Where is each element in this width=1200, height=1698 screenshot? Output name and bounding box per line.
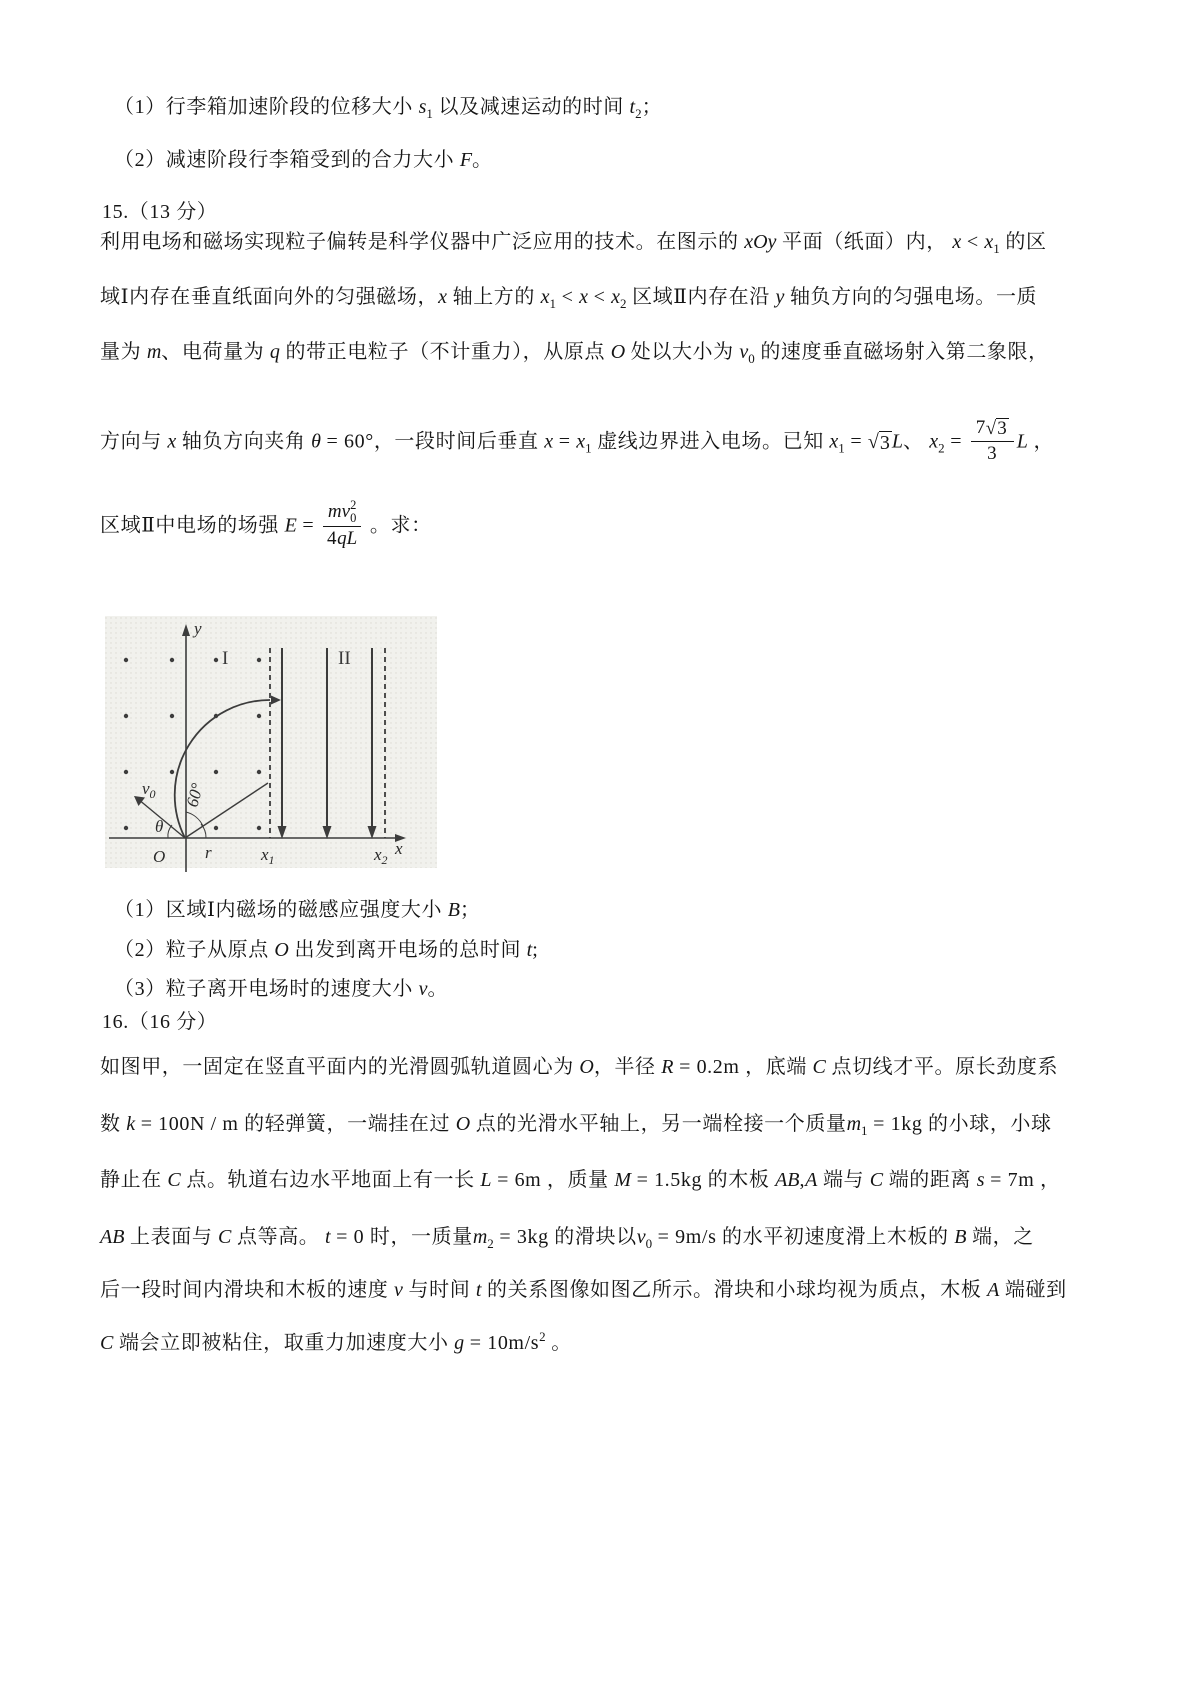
x-axis-label: x — [395, 839, 403, 858]
q16-body-line1: 如图甲，一固定在竖直平面内的光滑圆弧轨道圆心为 O，半径 R = 0.2m ，底端 C 点切线才平。原长劲度系 — [100, 1056, 1059, 1078]
q15-body-line2: 域Ⅰ内存在垂直纸面向外的匀强磁场，x 轴上方的 $x_1 < x < x_2$ 区域Ⅱ内存在沿 y 轴负方向的匀强电场。一质 — [100, 286, 1038, 311]
q15-part1: （1）区域Ⅰ内磁场的磁感应强度大小 B； — [114, 899, 481, 921]
q15-body-line3: 量为 m、电荷量为 q 的带正电粒子（不计重力），从原点 O 处以大小为 $v_0$ 的速度垂直磁场射入第二象限， — [100, 341, 1049, 366]
theta-label: θ — [155, 817, 164, 836]
q16-body-line4: AB 上表面与 C 点等高。 t = 0 时，一质量$m_2 = 3kg$ 的滑块以$v_0 = 9m/s$ 的水平初速度滑上木板的 B 端，之 — [100, 1226, 1034, 1251]
q16-body-line5: 后一段时间内滑块和木板的速度 v 与时间 t 的关系图像如图乙所示。滑块和小球均视为质点，木板 A 端碰到 — [100, 1279, 1067, 1301]
q14-part2: （2）减速阶段行李箱受到的合力大小 F。 — [114, 149, 493, 171]
x1-label: $x_1$ — [261, 845, 275, 867]
q15-body-line1: 利用电场和磁场实现粒子偏转是科学仪器中广泛应用的技术。在图示的 xOy 平面（纸面）内， $x < x_1$ 的区 — [100, 231, 1047, 256]
q16-body-line3: 静止在 C 点。轨道右边水平地面上有一长 L = 6m ，质量 M = 1.5kg 的木板 AB,A 端与 C 端的距离 s = 7m ， — [100, 1169, 1061, 1191]
region-2-label: II — [338, 648, 351, 669]
y-axis-label: y — [194, 619, 202, 638]
q15-body-line4: 方向与 x 轴负方向夹角 θ = 60°，一段时间后垂直 $x = x_1$ 虚线边界进入电场。已知 $x_1$ = √ 3 L、 $x_2$ = 7 √ 3 3 L ， — [100, 417, 1055, 464]
q15-body-line5: 区域Ⅱ中电场的场强 E = mv 2 0 4qL 。求： — [100, 498, 432, 549]
q16-body-line6: C 端会立即被粘住，取重力加速度大小 $g = 10m/s^2$ 。 — [100, 1329, 572, 1354]
x2-label: $x_2$ — [374, 845, 388, 867]
region-1-label: I — [222, 648, 229, 669]
q16-header: 16.（16 分） — [102, 1011, 218, 1033]
q16-body-line2: 数 k = 100N / m 的轻弹簧，一端挂在过 O 点的光滑水平轴上，另一端栓接一个质量$m_1 = 1kg$ 的小球，小球 — [100, 1113, 1052, 1138]
v0-label: $v_0$ — [142, 779, 156, 801]
q14-part1: （1）行李箱加速阶段的位移大小 $s_1$ 以及减速运动的时间 $t_2$； — [114, 96, 663, 121]
magnetic-electric-field-diagram — [105, 612, 437, 878]
radius-label: r — [205, 843, 212, 862]
q15-figure — [105, 612, 437, 878]
q15-part3: （3）粒子离开电场时的速度大小 v。 — [114, 978, 449, 1000]
sixty-degree-label: 60° — [182, 781, 208, 810]
q15-header: 15.（13 分） — [102, 201, 218, 223]
origin-label: O — [153, 847, 166, 866]
q15-part2: （2）粒子从原点 O 出发到离开电场的总时间 t; — [114, 939, 539, 961]
